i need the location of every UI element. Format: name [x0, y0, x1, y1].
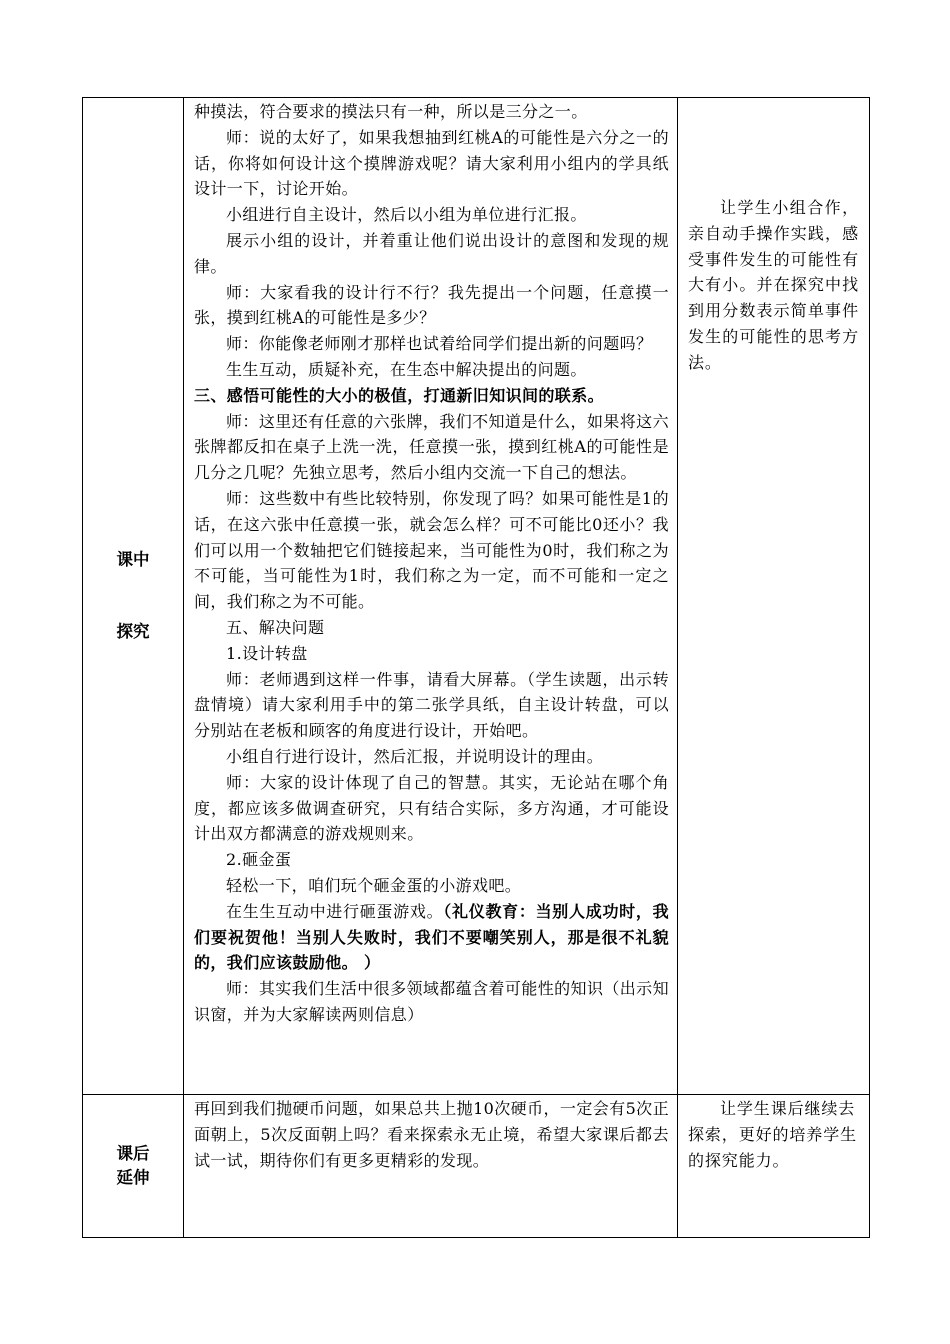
process-paragraph: 1.设计转盘 [226, 643, 308, 663]
stage-label-line2: 延伸 [116, 1168, 150, 1187]
process-paragraph: 轻松一下，咱们玩个砸金蛋的小游戏吧。 [226, 875, 522, 895]
process-paragraph: 师：这里还有任意的六张牌，我们不知道是什么，如果将这六张牌都反扣在桌子上洗一洗，任意摸一张，摸到红桃A的可能性是几分之几呢？先独立思考，然后小组内交流一下自己的想法。 [194, 411, 669, 483]
process-paragraph: 师：大家的设计体现了自己的智慧。其实，无论站在哪个角度，都应该多做调查研究，只有结合实际，多方沟通，才可能设计出双方都满意的游戏规则来。 [194, 772, 669, 844]
lesson-plan-table [82, 97, 870, 1238]
process-paragraph: 师：你能像老师刚才那样也试着给同学们提出新的问题吗？ [226, 334, 653, 354]
design-intent-cell [678, 98, 870, 1095]
extension-note-text: 让学生课后继续去探索，更好的培养学生的探究能力。 [688, 1099, 858, 1170]
explore-row [83, 98, 870, 1095]
process-paragraph: 生生互动，质疑补充，在生态中解决提出的问题。 [226, 359, 587, 379]
etiquette-paragraph [194, 899, 669, 976]
extension-note-cell [678, 1095, 870, 1238]
extension-row [83, 1095, 870, 1238]
stage-cell-extension [83, 1095, 184, 1238]
process-paragraph: 师：老师遇到这样一件事，请看大屏幕。（学生读题，出示转盘情境）请大家利用手中的第二张学具纸，自主设计转盘，可以分别站在老板和顾客的角度进行设计，开始吧。 [194, 669, 669, 741]
process-paragraph: 展示小组的设计，并着重让他们说出设计的意图和发现的规律。 [194, 230, 669, 276]
stage-cell-explore [83, 98, 184, 1095]
extension-content-cell [184, 1095, 678, 1238]
process-paragraph: 2.砸金蛋 [226, 850, 292, 870]
process-paragraphs [194, 99, 669, 899]
design-intent-text: 让学生小组合作，亲自动手操作实践，感受事件发生的可能性有大有小。并在探究中找到用分数表示简单事件发生的可能性的思考方法。 [688, 198, 859, 372]
stage-label-line2: 探究 [116, 622, 150, 641]
process-content-cell [184, 98, 678, 1095]
process-paragraph: 小组进行自主设计，然后以小组为单位进行汇报。 [226, 205, 587, 225]
process-paragraph: 种摸法，符合要求的摸法只有一种，所以是三分之一。 [194, 102, 588, 121]
process-paragraph: 师：大家看我的设计行不行？我先提出一个问题，任意摸一张，摸到红桃A的可能性是多少？ [194, 282, 669, 328]
closing-paragraph: 师：其实我们生活中很多领域都蕴含着可能性的知识（出示知识窗，并为大家解读两则信息） [194, 979, 669, 1024]
etiquette-plain-text: 在生生互动中进行砸蛋游戏。 [226, 901, 444, 921]
etiquette-bold-text: （礼仪教育：当别人成功时，我们要祝贺他！当别人失败时，我们不要嘲笑别人，那是很不礼貌的，我们应该鼓励他。 ） [194, 901, 669, 973]
stage-label-line1: 课中 [116, 550, 150, 569]
process-paragraph: 五、解决问题 [226, 617, 325, 637]
process-paragraph: 师：说的太好了，如果我想抽到红桃A的可能性是六分之一的话，你将如何设计这个摸牌游戏呢？请大家利用小组内的学具纸设计一下，讨论开始。 [194, 127, 669, 199]
process-paragraph: 师：这些数中有些比较特别，你发现了吗？如果可能性是1的话，在这六张中任意摸一张，就会怎么样？可不可能比0还小？我们可以用一个数轴把它们链接起来，当可能性为0时，我们称之为不可能，当可能性为1时，我们称之为一定，而不可能和一定之间，我们称之为不可能。 [194, 488, 669, 612]
extension-text: 再回到我们抛硬币问题，如果总共上抛10次硬币，一定会有5次正面朝上，5次反面朝上吗？看来探索永无止境，希望大家课后都去试一试，期待你们有更多更精彩的发现。 [194, 1099, 669, 1170]
stage-label-line1: 课后 [116, 1144, 150, 1163]
process-paragraph: 小组自行进行设计，然后汇报，并说明设计的理由。 [226, 746, 604, 766]
process-paragraph: 三、感悟可能性的大小的极值，打通新旧知识间的联系。 [194, 385, 605, 405]
